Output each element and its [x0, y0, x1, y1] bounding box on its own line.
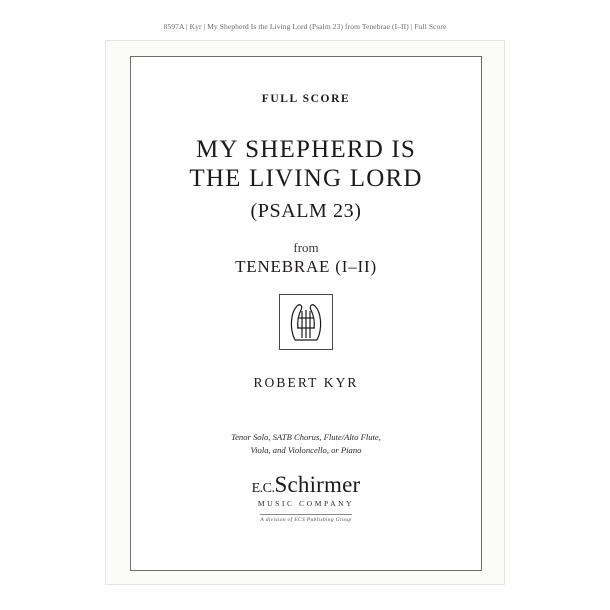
instrumentation-line-1: Tenor Solo, SATB Chorus, Flute/Alto Flute, — [231, 432, 381, 442]
page-title — [131, 135, 481, 193]
publisher-block — [131, 472, 481, 526]
publisher-division: A division of ECS Publishing Group — [260, 514, 351, 523]
publisher-wordmark: Schirmer — [274, 472, 361, 497]
score-type-label: FULL SCORE — [261, 93, 351, 105]
lyre-icon — [279, 294, 333, 350]
publisher-name — [131, 472, 481, 498]
subtitle: (PSALM 23) — [250, 200, 362, 222]
from-label: from — [293, 240, 319, 255]
title-line-2: THE LIVING LORD — [189, 165, 423, 192]
publisher-subtitle: MUSIC COMPANY — [257, 499, 355, 508]
publisher-initials: E.C. — [251, 481, 275, 496]
instrumentation — [131, 431, 481, 456]
instrumentation-line-2: Viola, and Violoncello, or Piano — [250, 444, 362, 455]
composer-name: ROBERT KYR — [253, 375, 359, 390]
score-cover — [105, 40, 505, 585]
parent-work-title: TENEBRAE (I–II) — [235, 257, 377, 276]
catalog-header: 8597A | Kyr | My Shepherd Is the Living Lord (Psalm 23) from Tenebrae (I–II) | Full Score — [163, 22, 447, 31]
title-line-1: MY SHEPHERD IS — [195, 136, 417, 163]
cover-border-frame — [130, 56, 482, 571]
